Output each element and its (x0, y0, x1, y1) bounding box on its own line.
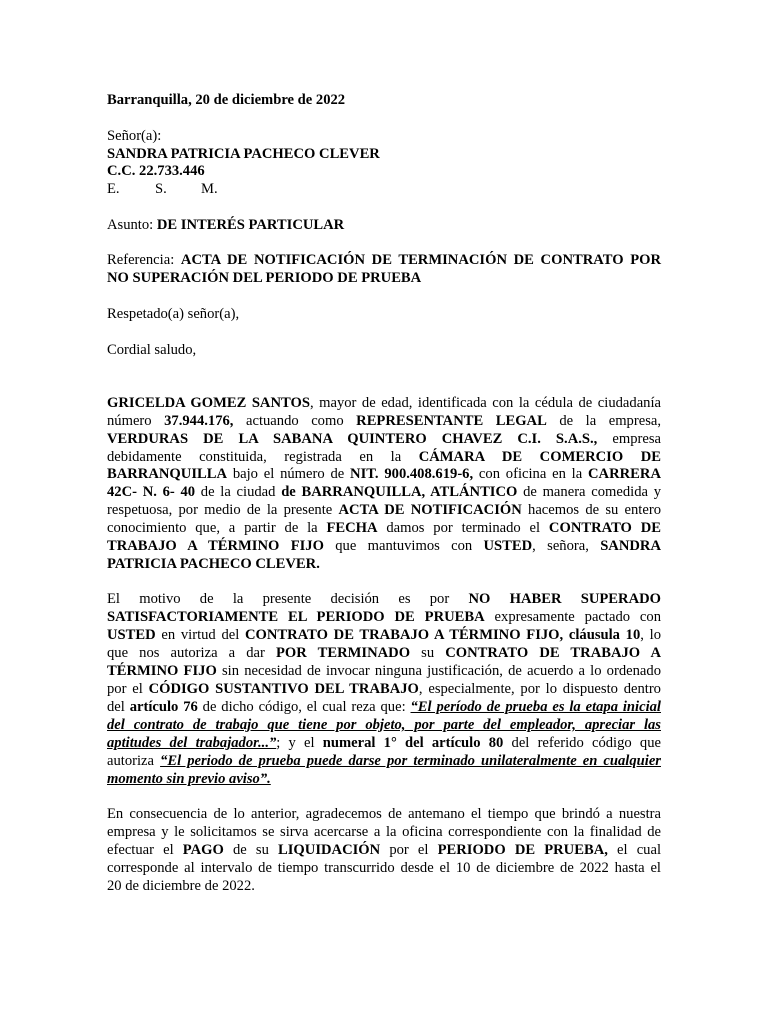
subject-line: Asunto: DE INTERÉS PARTICULAR (107, 217, 345, 233)
greeting-respetado: Respetado(a) señor(a), (107, 306, 240, 322)
reference-line-1: Referencia: ACTA DE NOTIFICACIÓN DE TERMINACIÓN DE CONTRATO POR (107, 252, 661, 268)
greeting-cordial: Cordial saludo, (107, 342, 197, 358)
recipient-id: C.C. 22.733.446 (107, 163, 205, 179)
recipient-name: SANDRA PATRICIA PACHECO CLEVER (107, 146, 380, 162)
esm-line: E. S. M. (107, 181, 218, 197)
salutation-to: Señor(a): (107, 128, 162, 144)
place-date: Barranquilla, 20 de diciembre de 2022 (107, 92, 346, 108)
reference-line-2: NO SUPERACIÓN DEL PERIODO DE PRUEBA (107, 270, 422, 286)
